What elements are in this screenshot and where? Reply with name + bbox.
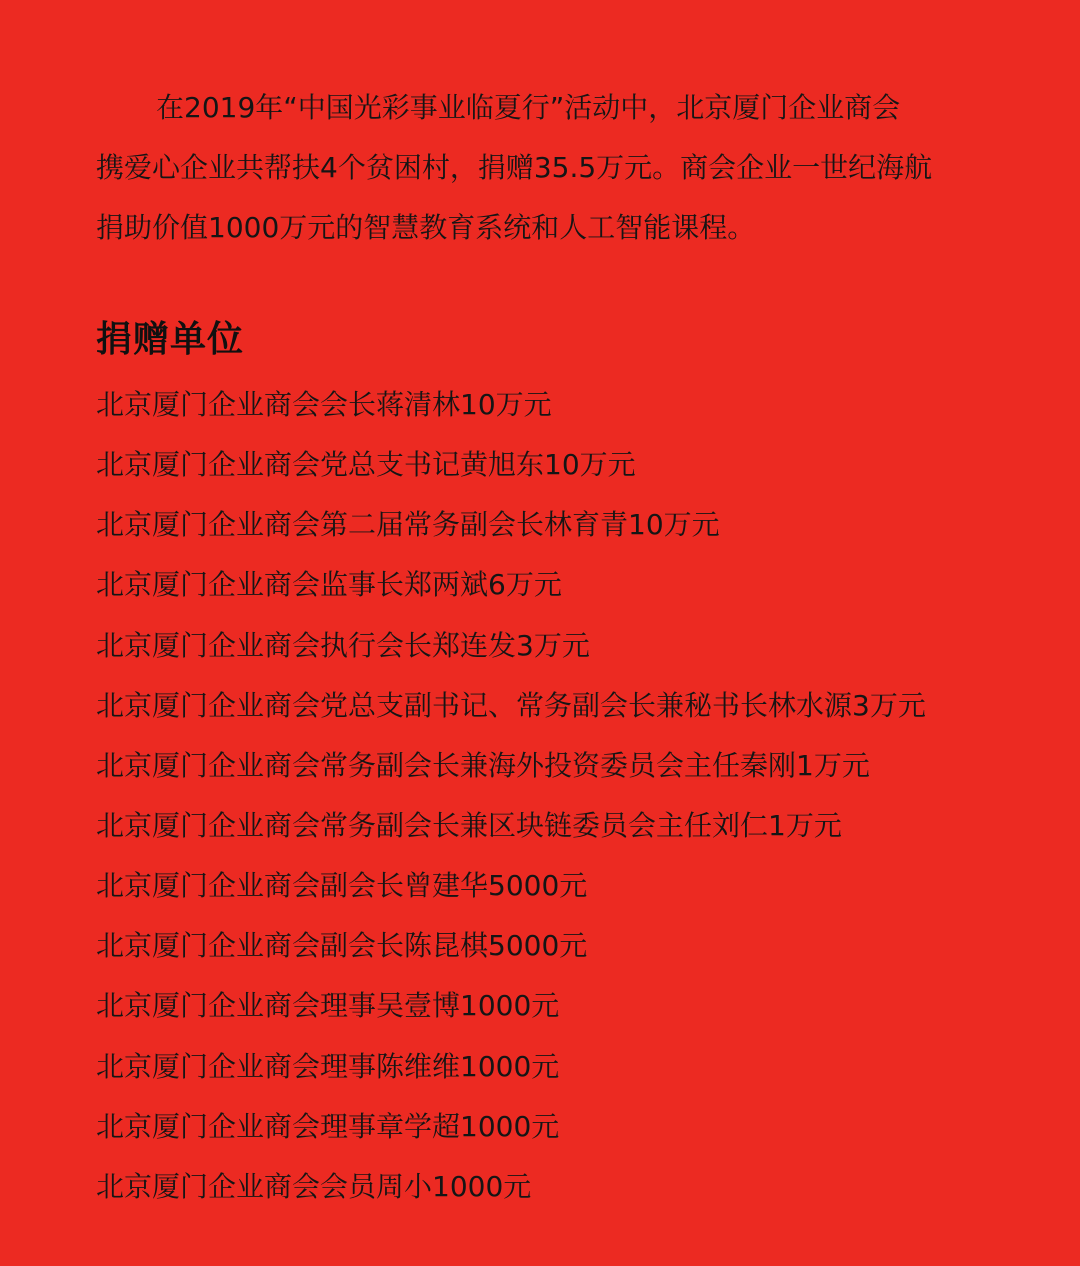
section-title: 捐赠单位 (96, 319, 245, 360)
donor-item: 北京厦门企业商会第二届常务副会长林育青10万元 (96, 508, 720, 542)
intro-paragraph (96, 78, 996, 258)
donor-item: 北京厦门企业商会常务副会长兼海外投资委员会主任秦刚1万元 (96, 748, 870, 782)
donor-item: 北京厦门企业商会理事陈维维1000元 (96, 1049, 560, 1083)
intro-line: 在2019年“中国光彩事业临夏行”活动中，北京厦门企业商会 (156, 91, 901, 124)
intro-line: 携爱心企业共帮扶4个贫困村，捐赠35.5万元。商会企业一世纪海航 (96, 151, 933, 184)
donor-item: 北京厦门企业商会党总支书记黄旭东10万元 (96, 448, 636, 482)
donor-item: 北京厦门企业商会会长蒋清林10万元 (96, 388, 552, 421)
donor-item: 北京厦门企业商会会员周小1000元 (96, 1169, 532, 1203)
donor-item: 北京厦门企业商会常务副会长兼区块链委员会主任刘仁1万元 (96, 808, 842, 842)
donor-list (96, 375, 1046, 1217)
donor-item: 北京厦门企业商会理事吴壹博1000元 (96, 989, 560, 1023)
donor-item: 北京厦门企业商会副会长曾建华5000元 (96, 869, 588, 903)
donor-item: 北京厦门企业商会执行会长郑连发3万元 (96, 628, 590, 662)
donor-item: 北京厦门企业商会监事长郑两斌6万元 (96, 568, 562, 602)
donor-item: 北京厦门企业商会党总支副书记、常务副会长兼秘书长林水源3万元 (96, 688, 926, 722)
donor-item: 北京厦门企业商会理事章学超1000元 (96, 1109, 560, 1143)
donor-item: 北京厦门企业商会副会长陈昆棋5000元 (96, 929, 588, 963)
intro-line: 捐助价值1000万元的智慧教育系统和人工智能课程。 (96, 211, 756, 244)
